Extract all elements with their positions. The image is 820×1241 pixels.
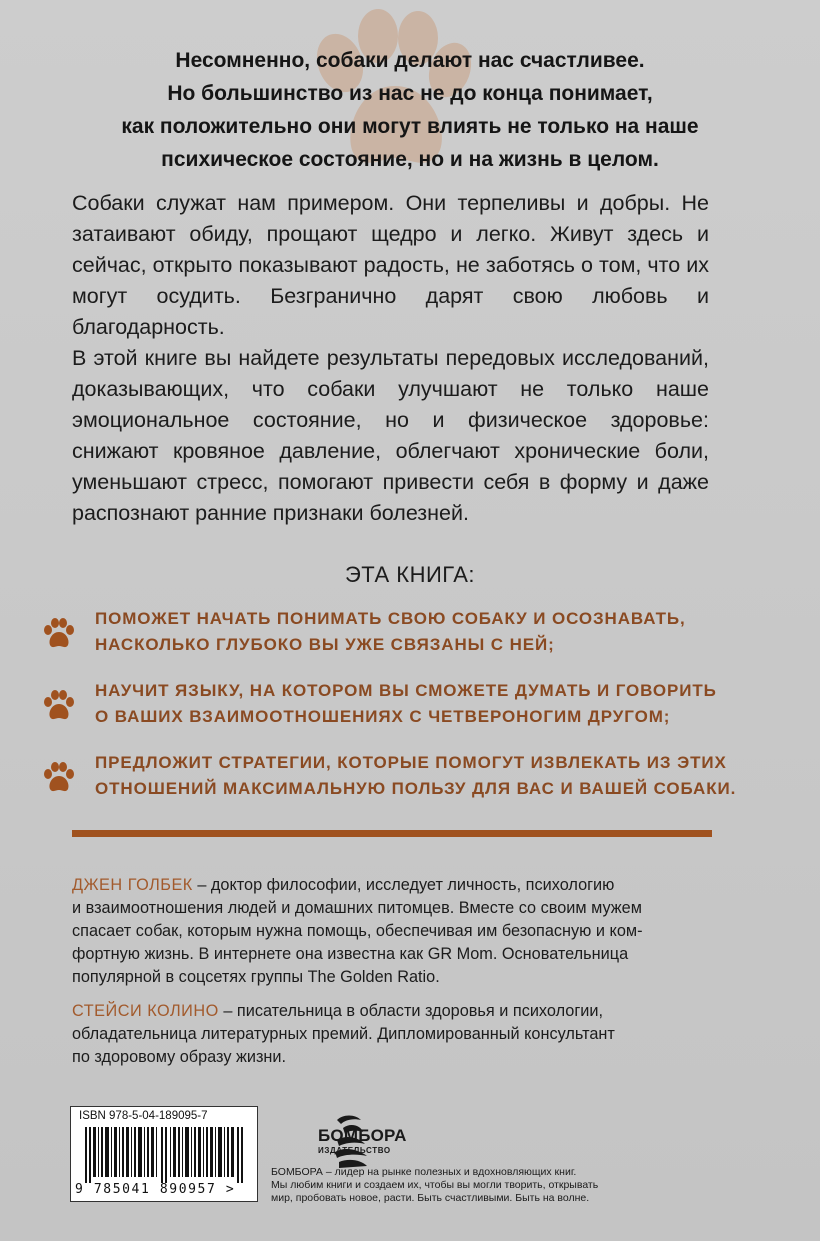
author-bio-text: и взаимоотношения людей и домашних питомцев. Вместе со своим мужем [72,899,642,917]
list-item-line: ОТНОШЕНИЙ МАКСИМАЛЬНУЮ ПОЛЬЗУ ДЛЯ ВАС И ВАШЕЙ СОБАКИ. [95,779,737,798]
publisher-name: БОМБОРА [318,1126,407,1145]
author-bio-text: обладательница литературных премий. Дипломированный консультант [72,1025,615,1043]
lead-line: психическое состояние, но и на жизнь в целом. [161,148,659,171]
publisher-line: Мы любим книги и создаем их, чтобы вы могли творить, открывать [271,1179,599,1191]
description-paragraph: В этой книге вы найдете результаты передовых исследований, доказывающих, что собаки улучшают не только наше эмоциональное состояние, но и физическое здоровье: снижают кровяное давление, облегчают хронические боли, уменьшают стресс, помогают привести себя в форму и даже распознают ранние признаки болезней. [72,346,709,525]
list-item [40,606,740,668]
lead-line: Несомненно, собаки делают нас счастливее. [175,49,645,72]
description [72,188,709,529]
author-bio-text: – писательница в области здоровья и психологии, [218,1002,603,1020]
author-bio-text: популярной в соцсетях группы The Golden Ratio. [72,968,440,986]
lead-line: как положительно они могут влиять не только на наше [121,115,699,138]
author-bio-text: фортную жизнь. В интернете она известна как GR Mom. Основательница [72,945,629,963]
lead-paragraph [60,44,760,176]
list-item-line: О ВАШИХ ВЗАИМООТНОШЕНИЯХ С ЧЕТВЕРОНОГИМ ДРУГОМ; [95,707,671,726]
benefits-list [40,606,740,822]
barcode-digits: 9 785041 890957 > [75,1182,236,1197]
author-bio-golbeck [72,874,732,989]
list-item-line: НАУЧИТ ЯЗЫКУ, НА КОТОРОМ ВЫ СМОЖЕТЕ ДУМАТЬ И ГОВОРИТЬ [95,681,717,700]
author-bio-colino [72,1000,732,1069]
isbn: ISBN 978-5-04-189095-7 [79,1110,208,1122]
author-name: СТЕЙСИ КОЛИНО [72,1002,219,1020]
publisher-subtitle: ИЗДАТЕЛЬСТВО [318,1146,391,1155]
author-bio-text: по здоровому образу жизни. [72,1048,287,1066]
list-item-line: ПРЕДЛОЖИТ СТРАТЕГИИ, КОТОРЫЕ ПОМОГУТ ИЗВЛЕКАТЬ ИЗ ЭТИХ [95,753,727,772]
paw-icon [42,762,76,794]
list-item-line: НАСКОЛЬКО ГЛУБОКО ВЫ УЖЕ СВЯЗАНЫ С НЕЙ; [95,635,555,654]
lead-line: Но большинство из нас не до конца понимает, [167,82,653,105]
paw-icon [42,690,76,722]
description-paragraph: Собаки служат нам примером. Они терпеливы и добры. Не затаивают обиду, прощают щедро и легко. Живут здесь и сейчас, открыто показывают радость, не заботясь о том, что их могут осудить. Безгранично дарят свою любовь и благодарность. [72,191,709,339]
publisher-line: мир, пробовать новое, расти. Быть счастливыми. Быть на волне. [271,1192,590,1204]
book-heading: ЭТА КНИГА: [344,562,476,587]
publisher-line: БОМБОРА – лидер на рынке полезных и вдохновляющих книг. [271,1166,577,1178]
list-item [40,750,740,812]
barcode [70,1106,258,1202]
author-bio-text: – доктор философии, исследует личность, психологию [192,876,615,894]
barcode-bars [85,1127,245,1183]
author-name: ДЖЕН ГОЛБЕК [72,876,193,894]
divider [72,830,712,837]
list-item [40,678,740,740]
paw-icon [42,618,76,650]
list-item-line: ПОМОЖЕТ НАЧАТЬ ПОНИМАТЬ СВОЮ СОБАКУ И ОСОЗНАВАТЬ, [95,609,686,628]
author-bio-text: спасает собак, которым нужна помощь, обеспечивая им безопасную и ком- [72,922,643,940]
publisher-description [271,1166,671,1205]
